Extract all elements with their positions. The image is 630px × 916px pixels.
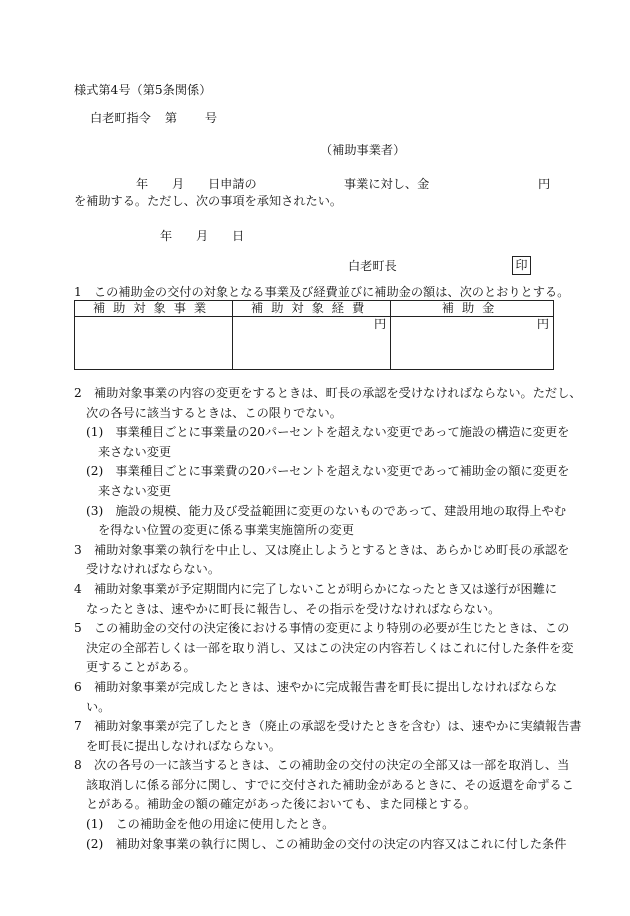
item-line: 該取消しに係る部分に関し、すでに交付された補助金があるときに、その返還を命ずるこ (86, 777, 574, 792)
header-grant: 補助金 (391, 301, 554, 317)
item-line: とがある。補助金の額の確定があった後においても、また同様とする。 (86, 797, 476, 812)
cell-grant: 円 (391, 317, 554, 370)
item-line: 7 補助対象事業が完了したとき（廃止の承認を受けたときを含む）は、速やかに実績報告書 (74, 719, 582, 734)
item-line: (1) この補助金を他の用途に使用したとき。 (86, 817, 335, 832)
cell-project (75, 317, 233, 370)
item-line: (1) 事業種目ごとに事業量の20パーセントを超えない変更であって施設の構造に変更を (86, 425, 570, 440)
item-line: (2) 事業種目ごとに事業費の20パーセントを超えない変更であって補助金の額に変更を (86, 464, 570, 479)
cell-expense: 円 (233, 317, 391, 370)
condition-item (74, 541, 570, 580)
reference-line (90, 110, 217, 127)
item-line: 3 補助対象事業の執行を中止し、又は廃止しようとするときは、あらかじめ町長の承認を (74, 542, 570, 557)
item-line: 6 補助対象事業が完成したときは、速やかに完成報告書を町長に提出しなければならな (74, 679, 558, 694)
date-line (160, 228, 245, 245)
reference-org: 白老町指令 (90, 111, 151, 125)
item-line: を得ない位置の変更に係る事業実施箇所の変更 (98, 523, 354, 538)
item-line: 来さない変更 (98, 444, 172, 459)
grant-table (74, 300, 554, 370)
item-line: 来さない変更 (98, 483, 172, 498)
item-line: 更することがある。 (86, 660, 196, 675)
sub-item (74, 835, 567, 855)
item-line: 次の各号に該当するときは、この限りでない。 (86, 405, 342, 420)
intro-line-1 (136, 176, 550, 193)
item-line: (3) 施設の規模、能力及び受益範囲に変更のないものであって、建設用地の取得上やむ (86, 503, 567, 518)
intro-year: 年 (136, 177, 149, 191)
item-line: 4 補助対象事業が予定期間内に完了しないことが明らかになったとき又は遂行が困難に (74, 581, 558, 596)
item-line: を町長に提出しなければならない。 (86, 738, 281, 753)
item-1: 1 この補助金の交付の対象となる事業及び経費並びに補助金の額は、次のとおりとする。 (74, 285, 570, 299)
intro-yen: 円 (538, 177, 551, 191)
intro-month: 月 (172, 177, 185, 191)
item-line: 8 次の各号の一に該当するときは、この補助金の交付の決定の全部又は一部を取消し、当 (74, 758, 570, 773)
item-line: なったときは、速やかに町長に報告し、その指示を受けなければならない。 (86, 601, 501, 616)
grant-table-header-row (75, 301, 554, 317)
condition-item (74, 756, 574, 815)
sub-item (74, 462, 570, 501)
condition-item (74, 384, 582, 423)
item-line: 受けなければならない。 (86, 562, 221, 577)
sub-item (74, 815, 554, 835)
grant-table-body-row (75, 317, 554, 370)
item-line: (2) 補助対象事業の執行に関し、この補助金の交付の決定の内容又はこれに付した条件 (86, 836, 567, 851)
reference-dai: 第 (164, 111, 177, 125)
condition-item (74, 678, 558, 717)
reference-go: 号 (204, 111, 218, 125)
date-day: 日 (232, 229, 245, 243)
sub-item (74, 502, 567, 541)
header-expense: 補助対象経費 (233, 301, 391, 317)
intro-day-applied: 日申請の (208, 177, 257, 191)
item-line: い。 (86, 699, 111, 714)
condition-item (74, 580, 558, 619)
issuer: 白老町長 (348, 259, 397, 273)
item-line: 2 補助対象事業の内容の変更をするときは、町長の承認を受けなければならない。ただし、 (74, 386, 582, 400)
conditions-list (74, 384, 582, 854)
date-month: 月 (196, 229, 209, 243)
intro-line-2: を補助する。ただし、次の事項を承知されたい。 (74, 194, 343, 208)
form-label: 様式第4号（第5条関係） (74, 83, 212, 97)
header-project: 補助対象事業 (75, 301, 233, 317)
recipient: （補助事業者） (320, 143, 406, 157)
item-line: 決定の全部若しくは一部を取り消し、又はこの決定の内容若しくはこれに付した条件を変 (86, 640, 574, 655)
seal-box: 印 (512, 256, 531, 275)
date-year: 年 (160, 229, 173, 243)
condition-item (74, 619, 574, 678)
intro-project: 事業に対し、金 (344, 177, 430, 191)
item-line: 5 この補助金の交付の決定後における事情の変更により特別の必要が生じたときは、この (74, 621, 570, 636)
sub-item (74, 423, 570, 462)
condition-item (74, 717, 582, 756)
